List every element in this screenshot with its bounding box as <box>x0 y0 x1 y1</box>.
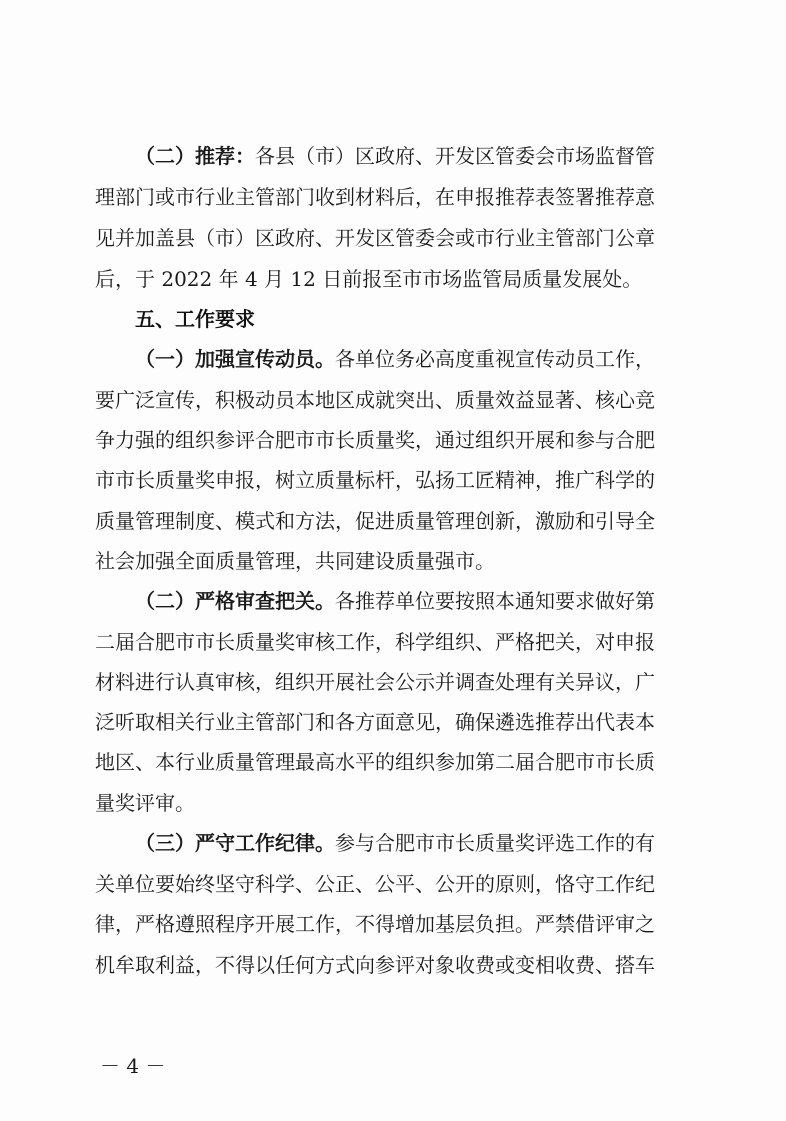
paragraph-line: 地区、本行业质量管理最高水平的组织参加第二届合肥市市长质 <box>95 750 655 774</box>
paragraph-text: 各单位务必高度重视宣传动员工作， <box>335 347 655 371</box>
paragraph-line: 要广泛宣传，积极动员本地区成就突出、质量效益显著、核心竞 <box>95 388 655 412</box>
paragraph-line: 理部门或市行业主管部门收到材料后，在申报推荐表签署推荐意 <box>95 185 655 209</box>
paragraph-line <box>135 140 695 172</box>
paragraph-line <box>135 827 695 859</box>
paragraph-text: 参与合肥市市长质量奖评选工作的有 <box>335 831 655 855</box>
page-number: － 4 － <box>100 1054 166 1078</box>
paragraph-line: 后，于 2022 年 4 月 12 日前报至市市场监管局质量发展处。 <box>95 267 643 291</box>
paragraph-line: 争力强的组织参评合肥市市长质量奖，通过组织开展和参与合肥 <box>95 428 655 452</box>
paragraph-line: 二届合肥市市长质量奖审核工作，科学组织、严格把关，对申报 <box>95 630 655 654</box>
paragraph-line <box>135 343 695 375</box>
paragraph-line: 量奖评审。 <box>95 791 195 815</box>
paragraph-line: 材料进行认真审核，组织开展社会公示并调查处理有关异议，广 <box>95 670 655 694</box>
paragraph-line: 关单位要始终坚守科学、公正、公平、公开的原则，恪守工作纪 <box>95 872 655 896</box>
section-heading: 五、工作要求 <box>135 307 255 331</box>
paragraph-text: 各县（市）区政府、开发区管委会市场监督管 <box>255 144 655 168</box>
paragraph-lead: （一）加强宣传动员。 <box>135 347 335 371</box>
paragraph-line: 机牟取利益，不得以任何方式向参评对象收费或变相收费、搭车 <box>95 953 655 977</box>
paragraph-line: 律，严格遵照程序开展工作，不得增加基层负担。严禁借评审之 <box>95 912 655 936</box>
paragraph-lead: （三）严守工作纪律。 <box>135 831 335 855</box>
paragraph-lead: （二）推荐： <box>135 144 255 168</box>
paragraph-line: 社会加强全面质量管理，共同建设质量强市。 <box>95 549 495 573</box>
paragraph-line: 泛听取相关行业主管部门和各方面意见，确保遴选推荐出代表本 <box>95 710 655 734</box>
paragraph-line: 见并加盖县（市）区政府、开发区管委会或市行业主管部门公章 <box>95 226 655 250</box>
paragraph-line: 市市长质量奖申报，树立质量标杆，弘扬工匠精神，推广科学的 <box>95 468 655 492</box>
paragraph-lead: （二）严格审查把关。 <box>135 589 335 613</box>
paragraph-text: 各推荐单位要按照本通知要求做好第 <box>335 589 655 613</box>
paragraph-line <box>135 585 695 617</box>
paragraph-line: 质量管理制度、模式和方法，促进质量管理创新，激励和引导全 <box>95 509 655 533</box>
